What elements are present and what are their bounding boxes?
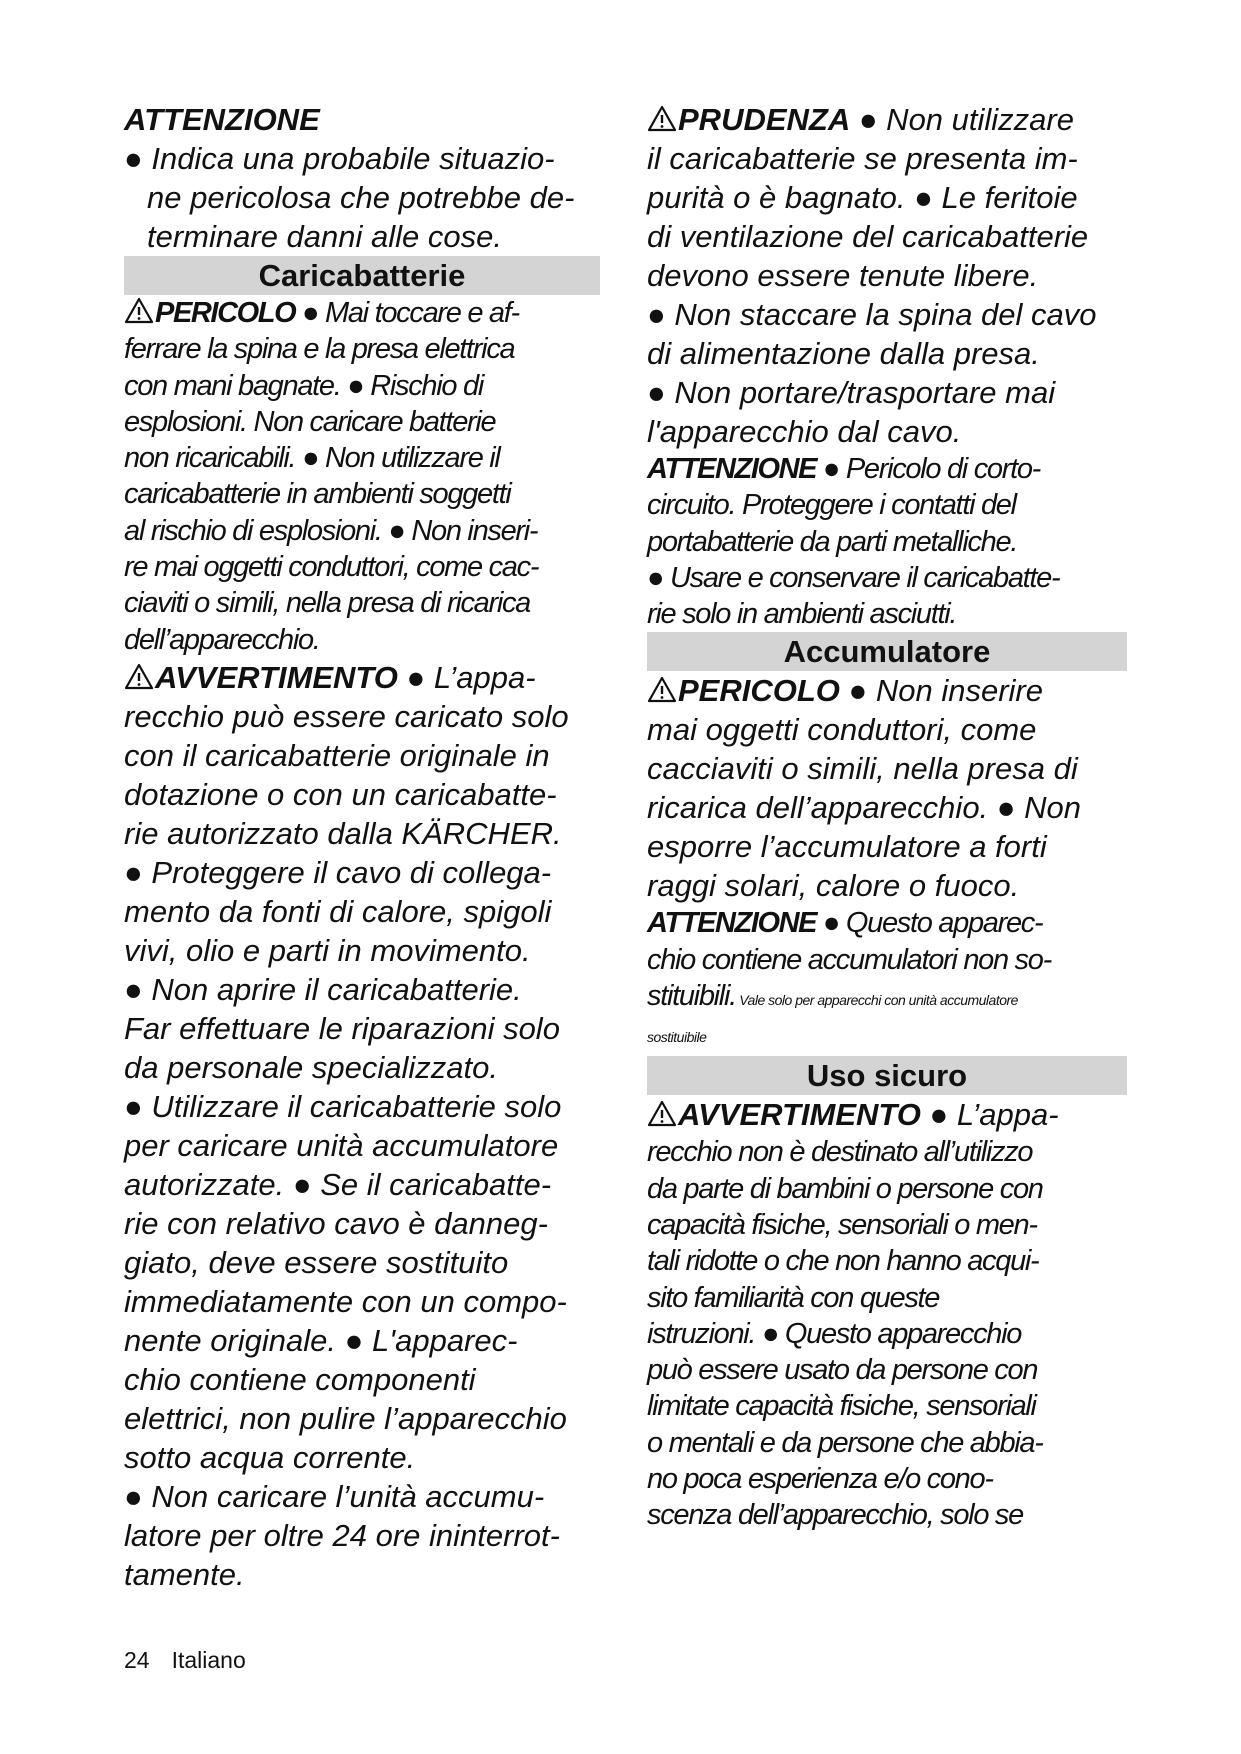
warning-triangle-icon: [124, 297, 154, 324]
text-line: di alimentazione dalla presa.: [647, 336, 1040, 371]
text-line: sito familiarità con queste: [647, 1281, 940, 1314]
pericolo-text: ● Mai toccare e af-: [295, 297, 519, 329]
section-heading-uso-sicuro: Uso sicuro: [647, 1056, 1127, 1095]
text-line: da personale specializzato.: [124, 1049, 498, 1085]
text-line: ● Non staccare la spina del cavo: [647, 297, 1097, 332]
text-line: ricarica dell’apparecchio. ● Non: [647, 790, 1081, 826]
text-line: ferrare la spina e la presa elettrica: [124, 333, 515, 366]
text-line: ● Indica una probabile situazio-: [124, 141, 555, 176]
text-line: immediatamente con un compo-: [124, 1283, 567, 1319]
replaceable-battery-note-cont: sostituibile: [647, 1029, 707, 1046]
pericolo-text: ● Non inserire: [839, 673, 1043, 709]
left-column: [124, 100, 600, 1594]
text-line: stituibili.: [647, 980, 736, 1013]
text-line: ● Non portare/trasportare mai: [647, 375, 1056, 410]
replaceable-battery-note: Vale solo per apparecchi con unità accumulatore: [735, 992, 1018, 1009]
attenzione-label: ATTENZIONE: [647, 907, 817, 940]
text-line: rie con relativo cavo è danneg-: [124, 1205, 548, 1241]
text-line: può essere usato da persone con: [647, 1354, 1038, 1387]
pericolo-label: PERICOLO: [155, 297, 296, 329]
text-line: nente originale. ● L'apparec-: [124, 1322, 518, 1358]
text-line: circuito. Proteggere i contatti del: [647, 489, 1016, 522]
text-line: recchio non è destinato all’utilizzo: [647, 1136, 1033, 1169]
attenzione-text: [124, 139, 600, 256]
pericolo-label: PERICOLO: [678, 673, 840, 709]
warning-triangle-icon: [647, 676, 677, 703]
text-line: per caricare unità accumulatore: [124, 1127, 559, 1163]
text-line: ● Proteggere il cavo di collega-: [124, 854, 552, 890]
text-line: ● Usare e conservare il caricabatte-: [647, 561, 1060, 594]
text-line: con mani bagnate. ● Rischio di: [124, 369, 483, 402]
text-line: rie solo in ambienti asciutti.: [647, 598, 957, 631]
section-heading-accumulatore: Accumulatore: [647, 632, 1127, 671]
pericolo-paragraph: [647, 671, 1127, 905]
text-line: l'apparecchio dal cavo.: [647, 414, 962, 449]
text-line: autorizzate. ● Se il caricabatte-: [124, 1166, 552, 1202]
page-number: 24: [124, 1647, 150, 1673]
avvertimento-label: AVVERTIMENTO: [155, 659, 398, 695]
text-line: mai oggetti conduttori, come: [647, 712, 1037, 748]
text-line: al rischio di esplosioni. ● Non inseri-: [124, 514, 538, 547]
text-line: re mai oggetti conduttori, come cac-: [124, 551, 539, 584]
text-line: giato, deve essere sostituito: [124, 1244, 509, 1280]
text-line: sotto acqua corrente.: [124, 1439, 416, 1475]
text-line: ● Non aprire il caricabatterie.: [124, 971, 522, 1007]
text-line: con il caricabatterie originale in: [124, 737, 550, 773]
text-line: tamente.: [124, 1556, 245, 1592]
text-line: terminare danni alle cose.: [147, 219, 502, 254]
text-line: il caricabatterie se presenta im-: [647, 141, 1078, 176]
attenzione-text: ● Questo apparec-: [816, 907, 1043, 940]
attenzione-heading: ATTENZIONE: [124, 102, 320, 137]
attenzione-paragraph: [647, 451, 1127, 632]
avvertimento-text: ● L’appa-: [397, 659, 536, 695]
warning-triangle-icon: [647, 105, 677, 132]
text-line: chio contiene accumulatori non so-: [647, 943, 1051, 976]
text-line: da parte di bambini o persone con: [647, 1172, 1043, 1205]
page-footer: [124, 1646, 246, 1674]
text-line: tali ridotte o che non hanno acqui-: [647, 1245, 1039, 1278]
text-line: no poca esperienza e/o cono-: [647, 1463, 993, 1496]
text-line: o mentali e da persone che abbia-: [647, 1426, 1043, 1459]
text-line: devono essere tenute libere.: [647, 258, 1039, 293]
text-line: ne pericolosa che potrebbe de-: [147, 180, 575, 215]
text-line: limitate capacità fisiche, sensoriali: [647, 1390, 1036, 1423]
text-line: elettrici, non pulire l’apparecchio: [124, 1400, 567, 1436]
text-line: purità o è bagnato. ● Le feritoie: [647, 180, 1078, 215]
text-line: ● Non caricare l’unità accumu-: [124, 1478, 545, 1514]
text-line: portabatterie da parti metalliche.: [647, 525, 1018, 558]
warning-triangle-icon: [647, 1100, 677, 1127]
warning-triangle-icon: [124, 663, 154, 690]
text-line: dotazione o con un caricabatte-: [124, 776, 557, 812]
pericolo-paragraph: [124, 295, 600, 658]
right-column: [647, 100, 1127, 1534]
text-line: capacità fisiche, sensoriali o men-: [647, 1208, 1037, 1241]
text-line: caricabatterie in ambienti soggetti: [124, 478, 511, 511]
text-line: chio contiene componenti: [124, 1361, 476, 1397]
text-line: esplosioni. Non caricare batterie: [124, 405, 496, 438]
text-line: raggi solari, calore o fuoco.: [647, 868, 1020, 904]
attenzione-text: ● Pericolo di corto-: [816, 453, 1041, 485]
text-line: istruzioni. ● Questo apparecchio: [647, 1317, 1022, 1350]
text-line: di ventilazione del caricabatterie: [647, 219, 1089, 254]
text-line: mento da fonti di calore, spigoli: [124, 893, 552, 929]
avvertimento-paragraph: [647, 1095, 1127, 1533]
prudenza-paragraph: [647, 100, 1127, 451]
text-line: rie autorizzato dalla KÄRCHER.: [124, 815, 562, 851]
text-line: latore per oltre 24 ore ininterrot-: [124, 1517, 560, 1553]
attenzione-accumulatori-paragraph: [647, 905, 1127, 1056]
text-line: recchio può essere caricato solo: [124, 698, 569, 734]
attenzione-label: ATTENZIONE: [647, 453, 817, 485]
text-line: non ricaricabili. ● Non utilizzare il: [124, 442, 500, 475]
text-line: vivi, olio e parti in movimento.: [124, 932, 531, 968]
text-line: ciaviti o simili, nella presa di ricarica: [124, 587, 531, 620]
text-line: Far effettuare le riparazioni solo: [124, 1010, 560, 1046]
footer-language: Italiano: [171, 1647, 246, 1673]
section-heading-caricabatterie: Caricabatterie: [124, 256, 600, 295]
avvertimento-label: AVVERTIMENTO: [678, 1097, 921, 1133]
prudenza-text: ● Non utilizzare: [850, 102, 1074, 137]
avvertimento-text: ● L’appa-: [920, 1097, 1059, 1133]
text-line: ● Utilizzare il caricabatterie solo: [124, 1088, 562, 1124]
text-line: dell’apparecchio.: [124, 623, 320, 656]
avvertimento-paragraph: [124, 658, 600, 1594]
text-line: esporre l’accumulatore a forti: [647, 829, 1047, 865]
text-line: scenza dell’apparecchio, solo se: [647, 1499, 1023, 1532]
prudenza-label: PRUDENZA: [678, 102, 851, 137]
text-line: cacciaviti o simili, nella presa di: [647, 751, 1078, 787]
